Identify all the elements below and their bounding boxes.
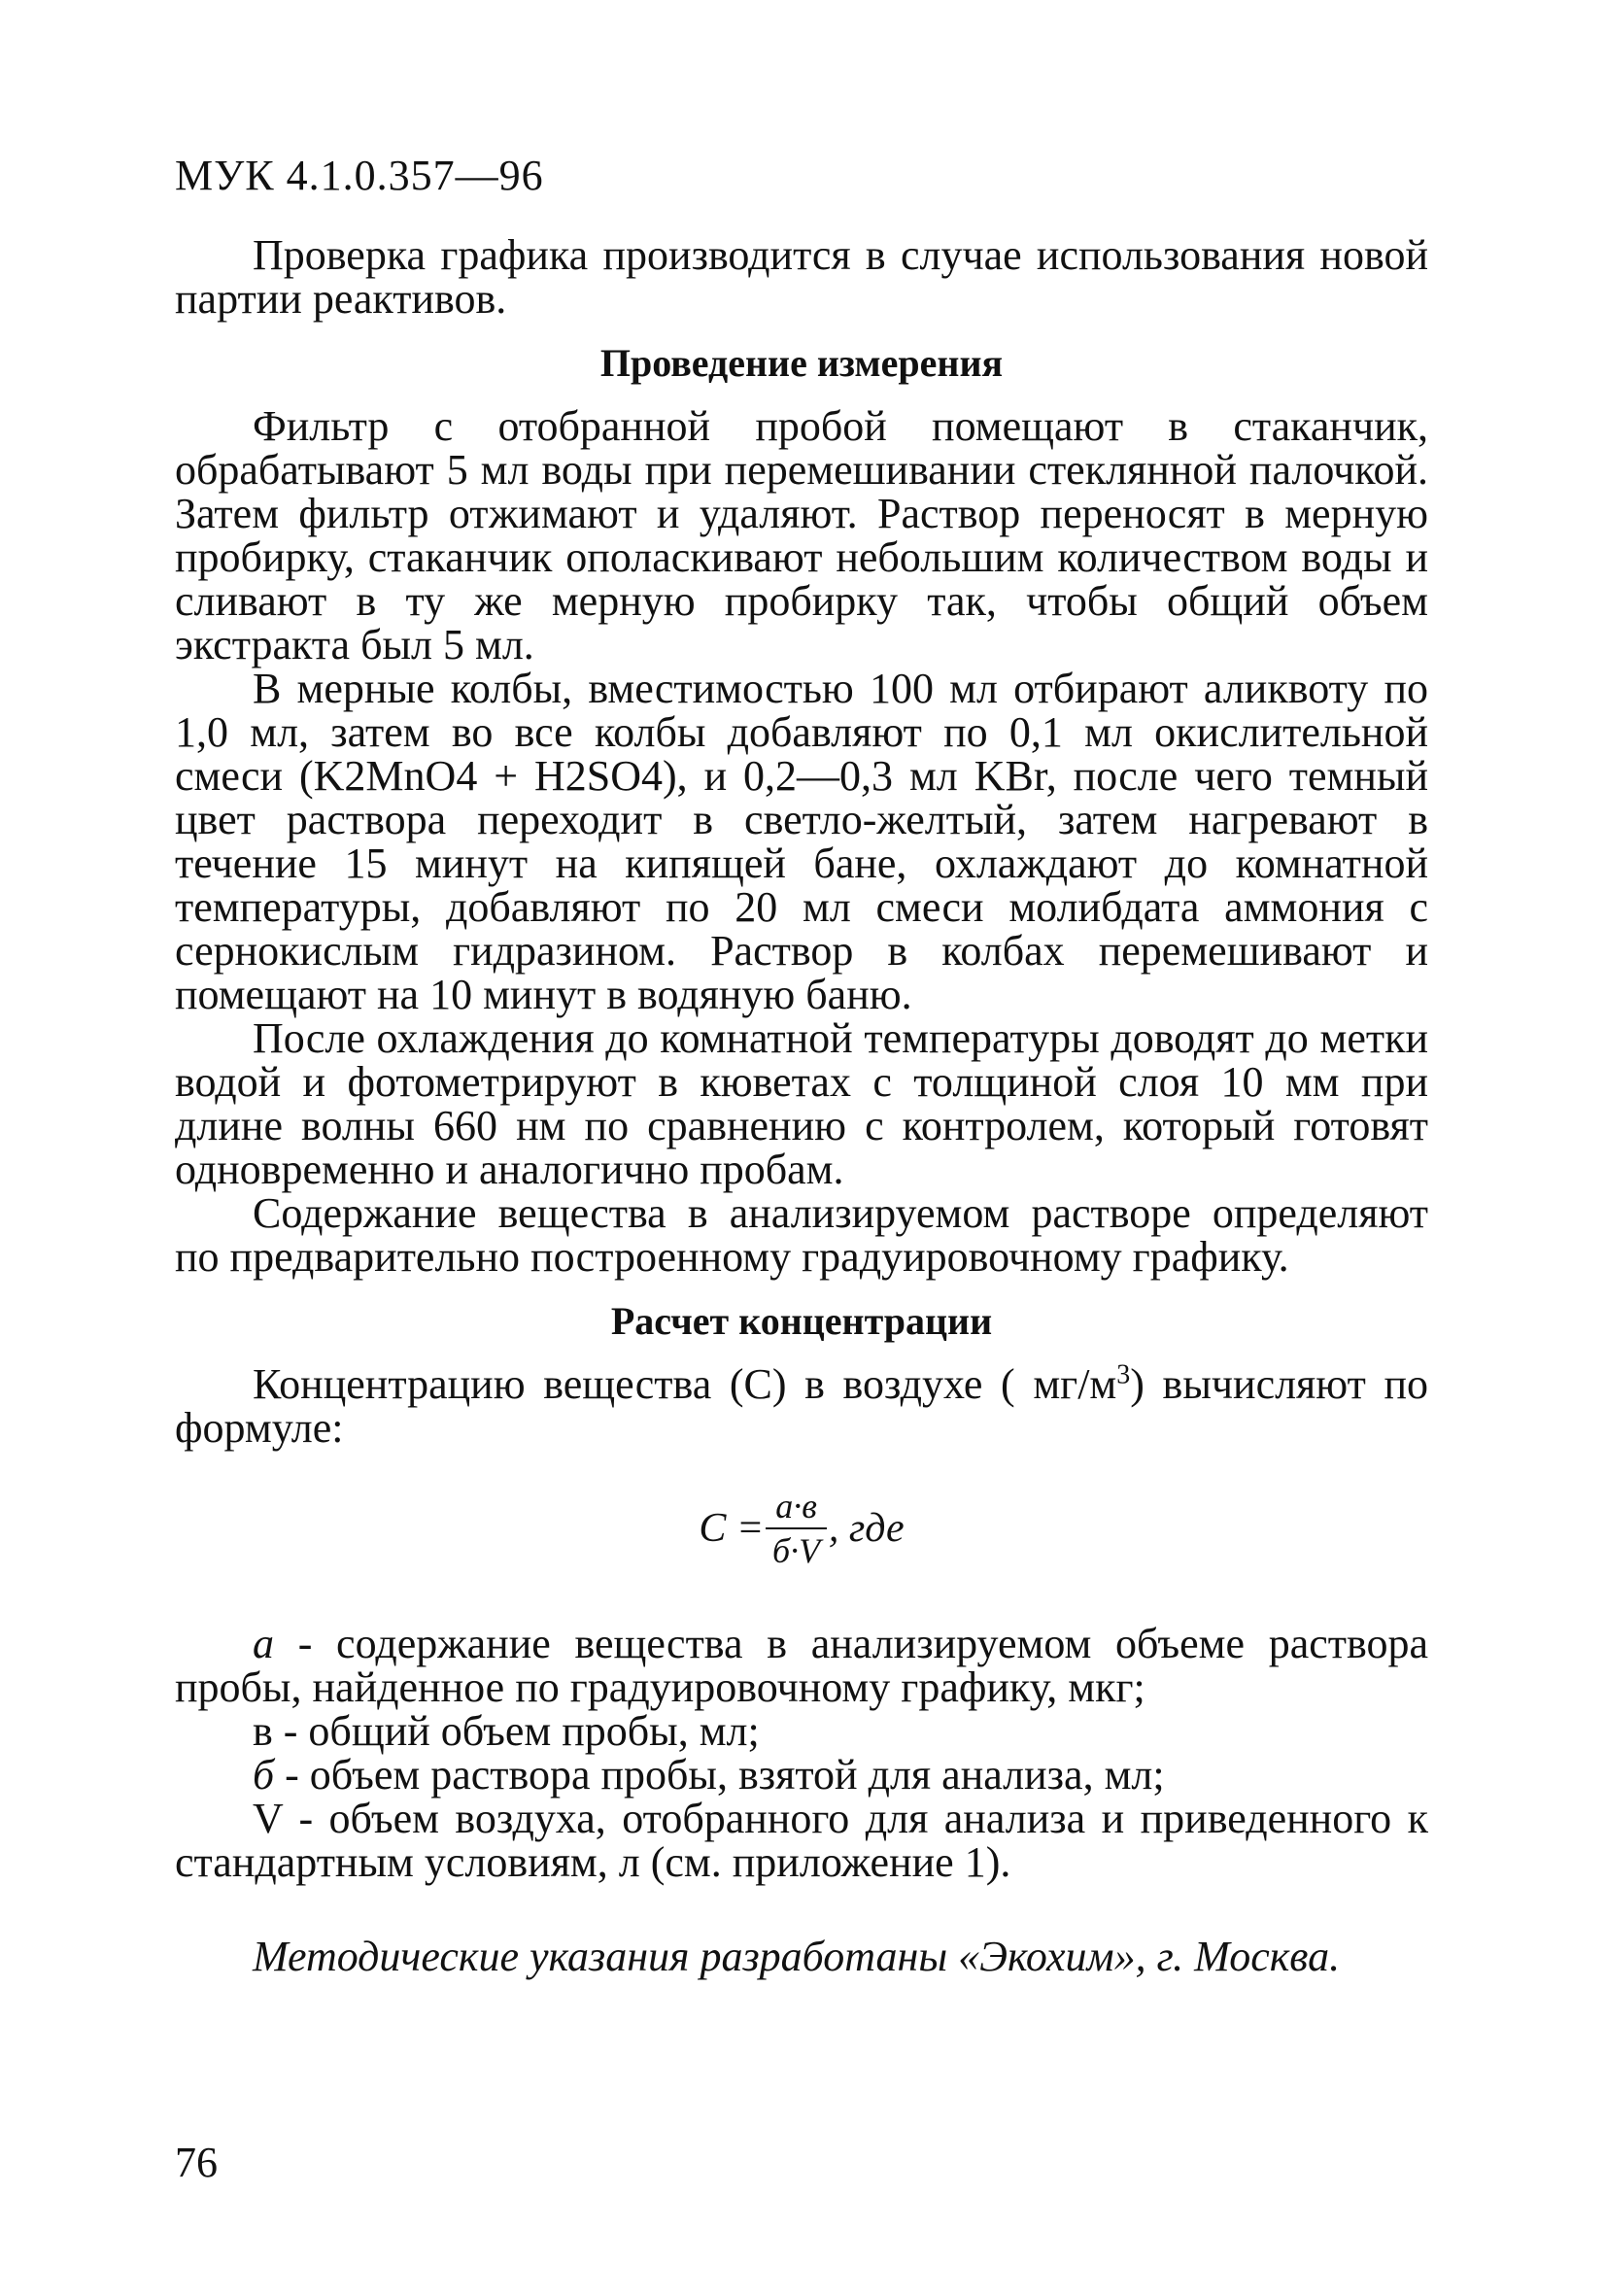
main-text [175,233,1428,1978]
definition-v [175,1709,1428,1753]
paragraph-flask-procedure: В мерные колбы, вместимостью 100 мл отбирают аликвоту по 1,0 мл, затем во все колбы добавляют по 0,1 мл окислительной смеси (K2MnO4 + H2SO4), и 0,2—0,3 мл KBr, после чего темный цвет раствора переходит в светло-желтый, затем нагревают в течение 15 минут на кипящей бане, охлаждают до комнатной температуры, добавляют по 20 мл смеси молибдата аммония с сернокислым гидразином. Раствор в колбах перемешивают и помещают на 10 минут в водяную баню. [175,665,1428,1018]
formula-intro-text: Концентрацию вещества (С) в воздухе ( мг/м [253,1360,1117,1408]
definition-b-text: - объем раствора пробы, взятой для анализа, мл; [274,1751,1165,1799]
paragraph-photometry: После охлаждения до комнатной температуры доводят до метки водой и фотометрируют в кюветах с толщиной слоя 10 мм при длине волны 660 нм по сравнению с контролем, который готовят одновременно и аналогично пробам. [175,1014,1428,1193]
closing-note: Методические указания разработаны «Экохим», г. Москва. [253,1933,1341,1980]
formula-denominator: б·V [771,1531,821,1570]
formula-intro-text-end: ) вычисляют по формуле: [175,1360,1428,1452]
concentration-formula [175,1489,1428,1568]
unit-superscript: 3 [1116,1359,1131,1390]
definition-V [175,1797,1428,1884]
paragraph-graph-check: Проверка графика производится в случае использования новой партии реактивов. [175,231,1428,323]
definition-a [175,1622,1428,1709]
definition-b [175,1753,1428,1797]
page-number: 76 [175,2139,218,2186]
definition-v-symbol: в [253,1707,273,1755]
formula-fraction [766,1489,827,1568]
paragraph-formula-intro [175,1359,1428,1452]
definition-a-text: - содержание вещества в анализируемом объеме раствора пробы, найденное по градуировочному графику, мкг; [175,1620,1428,1711]
definition-v-text: - общий объем пробы, мл; [272,1707,760,1755]
section-heading-concentration: Расчет концентрации [610,1299,993,1343]
document-code-header: МУК 4.1.0.357—96 [175,152,544,199]
formula-numerator: а·в [766,1489,827,1529]
paragraph-content-determination: Содержание вещества в анализируемом растворе определяют по предварительно построенному градуировочному графику. [175,1189,1428,1281]
definition-b-symbol: б [253,1751,275,1799]
definition-V-text: - объем воздуха, отобранного для анализа и приведенного к стандартным условиям, л (см. приложение 1). [175,1795,1428,1886]
definition-a-symbol: а [253,1620,274,1667]
section-heading-measurement: Проведение измерения [599,341,1004,385]
formula-lhs: С = [699,1505,765,1551]
paragraph-filter-procedure: Фильтр с отобранной пробой помещают в стаканчик, обрабатывают 5 мл воды при перемешивании стеклянной палочкой. Затем фильтр отжимают и удаляют. Раствор переносят в мерную пробирку, стаканчик ополаскивают небольшим количеством воды и сливают в ту же мерную пробирку так, чтобы общий объем экстракта был 5 мл. [175,402,1428,668]
definition-V-symbol: V [253,1795,283,1842]
formula-suffix: , где [828,1505,905,1551]
